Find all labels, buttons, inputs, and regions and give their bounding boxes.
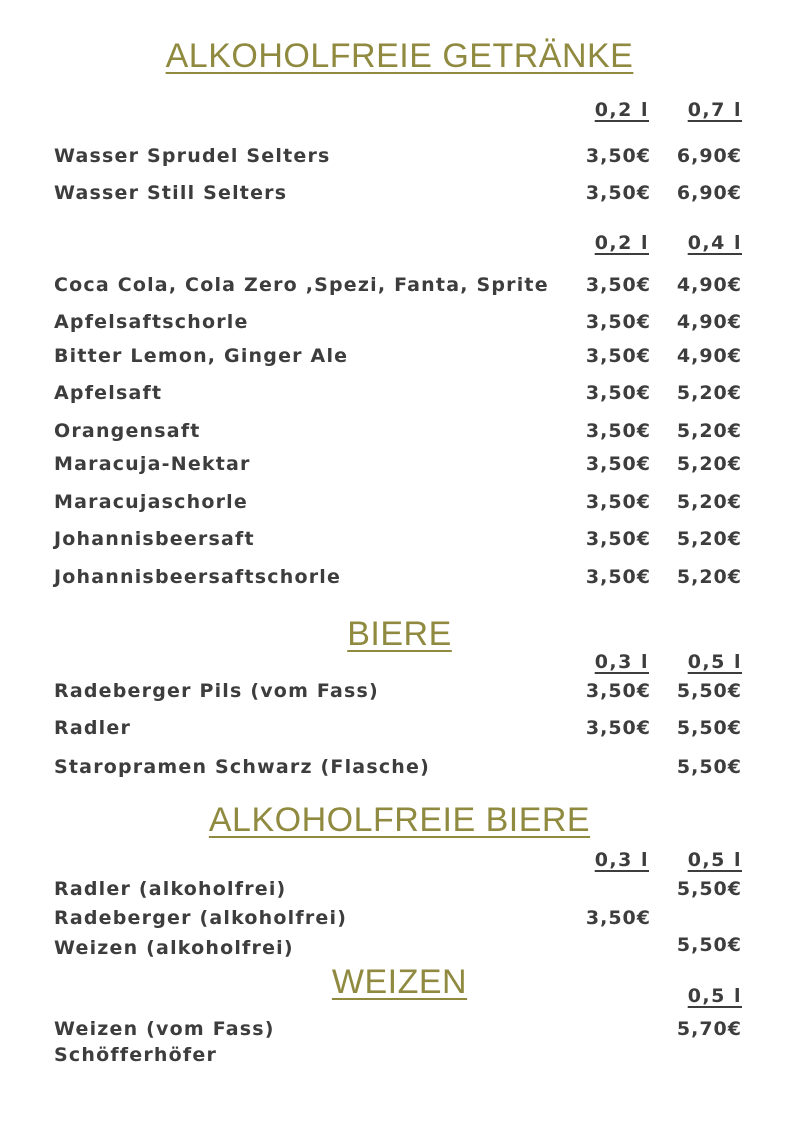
menu-item-name: Weizen (alkoholfrei) [54,937,294,959]
menu-item-price-small: 3,50€ [585,528,651,550]
menu-item-price-small: 3,50€ [585,311,651,333]
menu-item-price-large: 6,90€ [676,182,742,204]
menu-item-price-large: 5,50€ [676,934,742,956]
menu-item-price-small: 3,50€ [585,680,651,702]
size-label: 0,3 l [594,849,649,871]
menu-item-price-large: 4,90€ [676,274,742,296]
menu-item-name: Orangensaft [54,420,201,442]
menu-item-price-small: 3,50€ [585,717,651,739]
menu-item-name: Coca Cola, Cola Zero ,Spezi, Fanta, Sprite [54,274,549,296]
menu-item-price-large: 5,50€ [676,680,742,702]
size-label: 0,5 l [687,985,742,1007]
menu-item-price-large: 5,20€ [676,420,742,442]
menu-item-name: Wasser Still Selters [54,182,288,204]
size-label: 0,4 l [687,232,742,254]
section-title-weizen: WEIZEN [331,963,468,1001]
menu-item-price-small: 3,50€ [585,453,651,475]
menu-item-price-small: 3,50€ [585,182,651,204]
menu-item-price-large: 5,20€ [676,566,742,588]
menu-item-name: Maracujaschorle [54,491,248,513]
menu-item-name: Johannisbeersaft [54,528,255,550]
size-label: 0,2 l [594,232,649,254]
menu-item-price-large: 5,50€ [676,717,742,739]
menu-item-price-small: 3,50€ [585,345,651,367]
menu-item-price-small: 3,50€ [585,382,651,404]
menu-item-price-small: 3,50€ [585,274,651,296]
menu-item-price-small: 3,50€ [585,145,651,167]
menu-item-price-large: 4,90€ [676,311,742,333]
section-title-biere: BIERE [347,615,452,653]
size-label: 0,5 l [687,849,742,871]
menu-item-name: Staropramen Schwarz (Flasche) [54,756,430,778]
menu-item-price-large: 5,20€ [676,528,742,550]
size-label: 0,3 l [594,651,649,673]
menu-item-name: Maracuja-Nektar [54,453,251,475]
menu-item-name: Radeberger (alkoholfrei) [54,907,348,929]
menu-item-name: Bitter Lemon, Ginger Ale [54,345,349,367]
menu-item-name: Johannisbeersaftschorle [54,566,342,588]
menu-item-price-large: 5,70€ [676,1018,742,1040]
menu-item-name: Radler [54,717,132,739]
menu-item-name: Schöfferhöfer [54,1044,218,1066]
size-label: 0,7 l [687,99,742,121]
menu-item-price-large: 5,20€ [676,453,742,475]
section-title-alkoholfreie-biere: ALKOHOLFREIE BIERE [208,801,591,839]
menu-item-name: Wasser Sprudel Selters [54,145,331,167]
menu-item-price-large: 4,90€ [676,345,742,367]
menu-item-price-large: 5,20€ [676,382,742,404]
menu-item-name: Weizen (vom Fass) [54,1018,275,1040]
section-title-alkoholfreie-getraenke: ALKOHOLFREIE GETRÄNKE [165,37,634,75]
menu-item-name: Apfelsaft [54,382,163,404]
size-label: 0,2 l [594,99,649,121]
size-label: 0,5 l [687,651,742,673]
menu-item-price-small: 3,50€ [585,566,651,588]
menu-item-price-large: 6,90€ [676,145,742,167]
menu-item-name: Radeberger Pils (vom Fass) [54,680,379,702]
menu-item-price-small: 3,50€ [585,420,651,442]
menu-item-price-small: 3,50€ [585,907,651,929]
menu-item-price-large: 5,50€ [676,756,742,778]
menu-item-name: Radler (alkoholfrei) [54,878,287,900]
menu-item-price-large: 5,20€ [676,491,742,513]
menu-item-price-small: 3,50€ [585,491,651,513]
menu-item-price-large: 5,50€ [676,878,742,900]
menu-item-name: Apfelsaftschorle [54,311,249,333]
